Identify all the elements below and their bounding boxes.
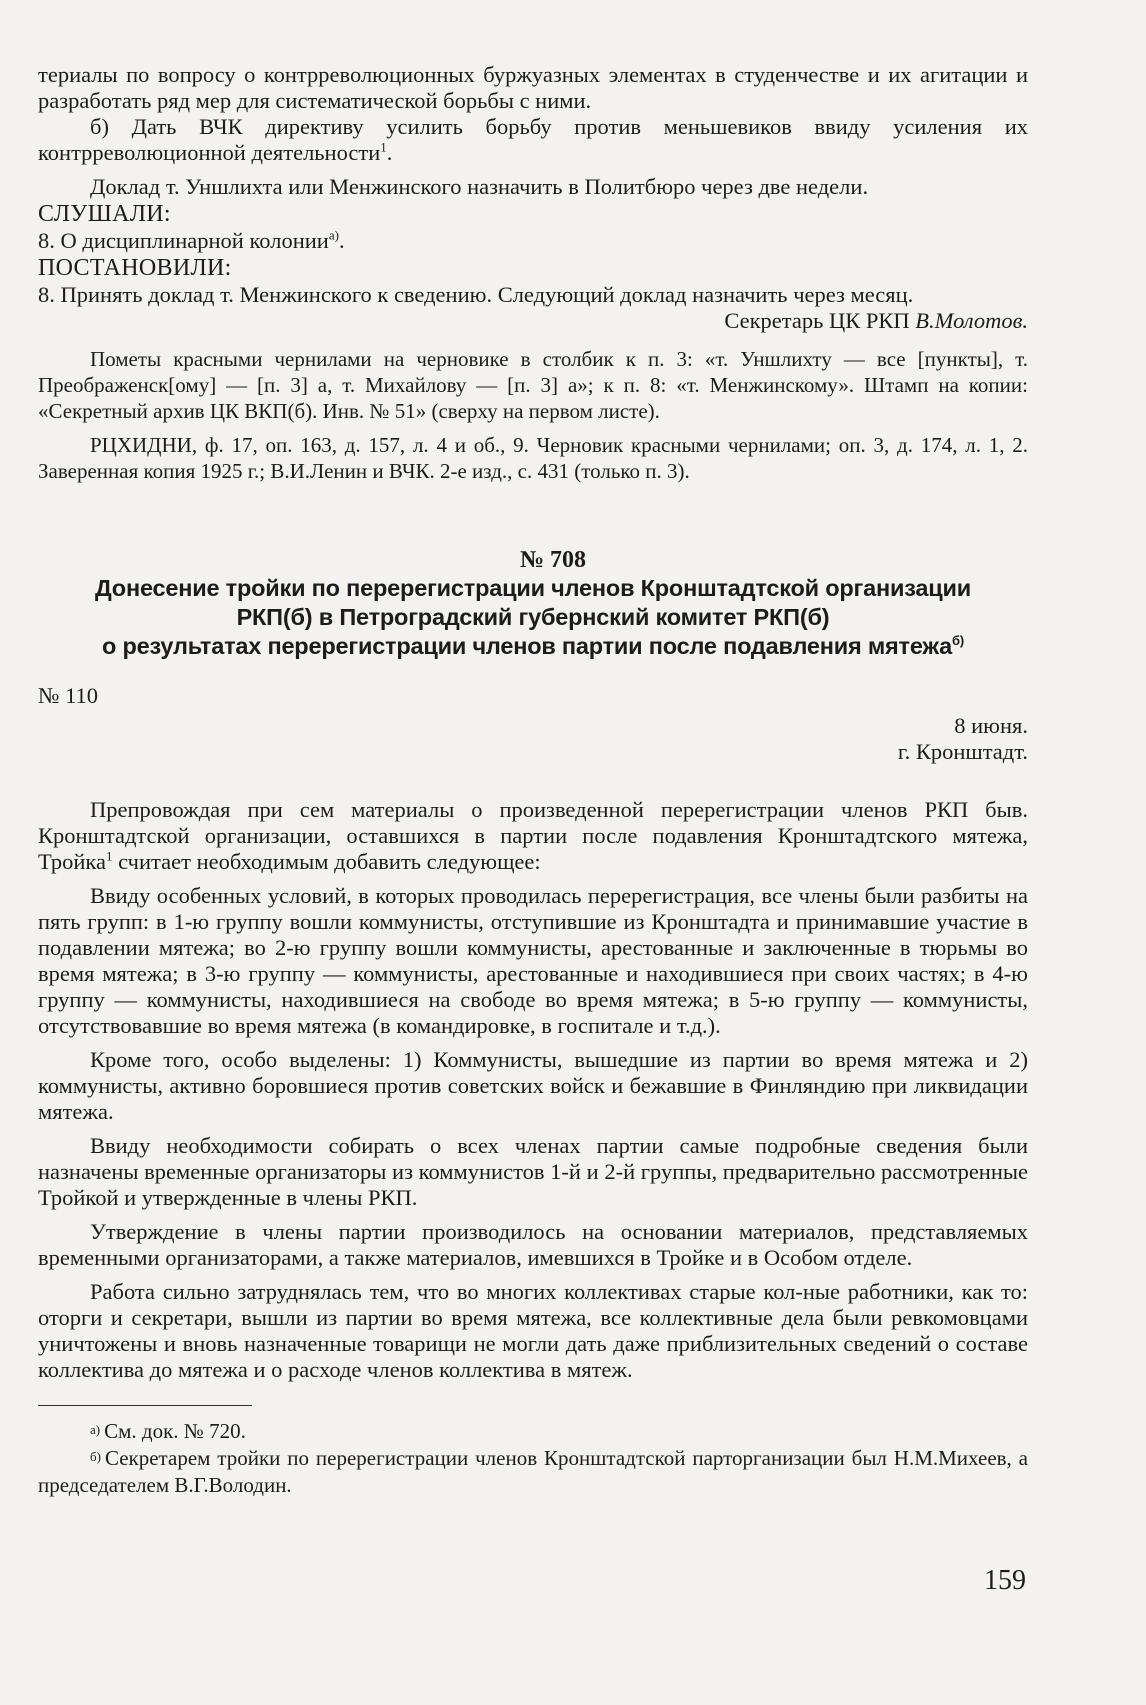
archival-notes: Пометы красными чернилами на черновике в столбик к п. 3: «т. Уншлихту — все [пункты], т. Преображенск[ому] — [п. 3] а, т. Михайлову — [п. 3] а»; к п. 8: «т. Менжинскому». Штамп на копии: «Секретный архив ЦК ВКП(б). Инв. № 51» (сверху на первом листе). [38, 347, 1028, 423]
document-title-line-2: РКП(б) в Петроградский губернский комитет РКП(б) [236, 604, 830, 630]
document-place: г. Кронштадт. [897, 739, 1028, 764]
body-paragraph-2: Ввиду особенных условий, в которых проводилась перерегистрация, все члены были разбиты на пять групп: в 1-ю группу вошли коммунисты, отступившие из Кронштадта и принимавшие участие в подавлении мятежа; во 2-ю группу вошли коммунисты, арестованные и заключенные в тюрьмы во время мятежа; в 3-ю группу — коммунисты, арестованные и находившиеся при своих частях; в 4-ю группу — коммунисты, находившиеся на свободе во время мятежа; в 5-ю группу — коммунисты, отсутствовавшие во время мятежа (в командировке, в госпитале и т.д.). [38, 883, 1028, 1038]
paragraph-report-assignment: Доклад т. Уншлихта или Менжинского назначить в Политбюро через две недели. [90, 174, 869, 199]
signature: Секретарь ЦК РКП В.Молотов. [724, 308, 1028, 333]
footnote-divider [38, 1405, 252, 1406]
footnote-a: $^{а)}$ См. док. № 720. [90, 1419, 246, 1443]
agenda-item-8: 8. О дисциплинарной колонии$^{а)}$. [38, 227, 345, 253]
document-title-line-1: Донесение тройки по перерегистрации членов Кронштадтской организации [94, 575, 972, 601]
document-title-line-3: о результатах перерегистрации членов партии после подавления мятежа$^{б)}$ [102, 633, 964, 659]
body-paragraph-4: Ввиду необходимости собирать о всех членах партии самые подробные сведения были назначены временные организаторы из коммунистов 1-й и 2-й группы, предварительно рассмотренные Тройкой и утвержденные в члены РКП. [38, 1133, 1028, 1210]
archival-source: РЦХИДНИ, ф. 17, оп. 163, д. 157, л. 4 и об., 9. Черновик красными чернилами; оп. 3, д. 174, л. 1, 2. Заверенная копия 1925 г.; В.И.Ленин и ВЧК. 2-е изд., с. 431 (только п. 3). [38, 433, 1028, 483]
body-paragraph-3: Кроме того, особо выделены: 1) Коммунисты, вышедшие из партии во время мятежа и 2) коммунисты, активно боровшиеся против советских войск и бежавшие в Финляндию при ликвидации мятежа. [38, 1047, 1028, 1124]
footnote-b: $^{б)}$ Секретарем тройки по перерегистрации членов Кронштадтской парторганизации был Н.М.Михеев, а председателем В.Г.Володин. [38, 1446, 1028, 1497]
heard-heading: СЛУШАЛИ: [38, 201, 171, 227]
page-number: 159 [984, 1565, 1026, 1596]
body-paragraph-1: Препровождая при сем материалы о произведенной перерегистрации членов РКП быв. Кронштадтской организации, оставшихся в партии после подавления Кронштадтского мятежа, Тройка$^1$ считает необходимым добавить следующее: [38, 797, 1028, 874]
paragraph-vchk-directive: б) Дать ВЧК директиву усилить борьбу против меньшевиков ввиду усиления их контрреволюционной деятельности$^1$. [38, 114, 1028, 165]
outgoing-number: № 110 [38, 683, 99, 708]
decided-heading: ПОСТАНОВИЛИ: [38, 255, 232, 281]
document-date: 8 июня. [954, 713, 1028, 738]
body-paragraph-6: Работа сильно затруднялась тем, что во многих коллективах старые кол-ные работники, как то: оторги и секретари, вышли из партии во время мятежа, все коллективные дела были ревкомовцами уничтожены и вновь назначенные товарищи не могли дать даже приблизительных сведений о составе коллектива до мятежа и о расходе членов коллектива в мятеж. [38, 1279, 1028, 1382]
document-page [38, 62, 1028, 1499]
paragraph-continuation: териалы по вопросу о контрреволюционных буржуазных элементах в студенчестве и их агитации и разработать ряд мер для систематической борьбы с ними. [38, 62, 1028, 113]
decision-item-8: 8. Принять доклад т. Менжинского к сведению. Следующий доклад назначить через месяц. [38, 282, 914, 307]
document-number: № 708 [519, 547, 587, 573]
body-paragraph-5: Утверждение в члены партии производилось на основании материалов, представляемых временными организаторами, а также материалов, имевшихся в Тройке и в Особом отделе. [38, 1219, 1028, 1270]
